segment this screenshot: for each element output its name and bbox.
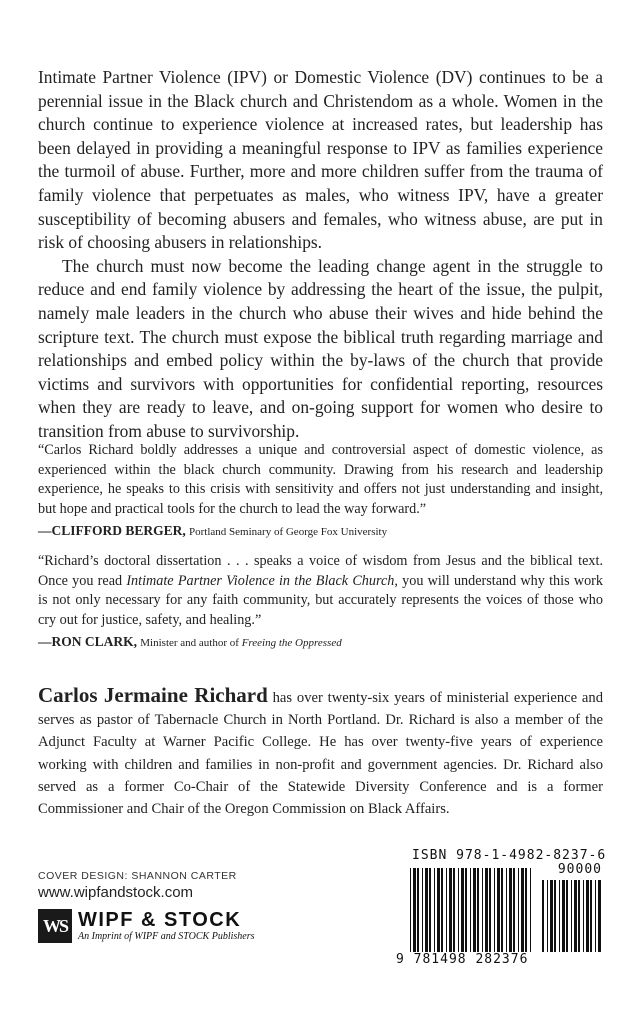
barcode-bar <box>595 880 596 952</box>
endorsement-berger <box>38 441 603 543</box>
barcode-bar <box>513 868 515 952</box>
endorser-name: —CLIFFORD BERGER, <box>38 523 186 538</box>
barcode-bar <box>578 880 580 952</box>
barcode-bar <box>494 868 495 952</box>
barcode-bar <box>461 868 464 952</box>
barcode-bar <box>550 880 553 952</box>
publisher-website: www.wipfandstock.com <box>38 884 194 901</box>
ws-logo-icon: WS <box>38 909 72 943</box>
barcode-bar <box>410 868 411 952</box>
barcode-bar <box>446 868 447 952</box>
barcode-bar <box>482 868 483 952</box>
barcode-bar <box>441 868 443 952</box>
barcode-bar <box>506 868 507 952</box>
endorser-affiliation: Portland Seminary of George Fox University <box>189 526 388 538</box>
barcode-bar <box>542 880 544 952</box>
barcode-bar <box>554 880 556 952</box>
barcode-bar <box>434 868 435 952</box>
barcode-bar <box>413 868 416 952</box>
barcode-bar <box>571 880 572 952</box>
description-paragraph-2: The church must now become the leading change agent in the struggle to reduce and end family violence by addressing the heart of the issue, the pulpit, namely male leaders in the church who abuse their wives and hide behind the scripture text. The church must expose the biblical truth regarding marriage and relationships and embed policy within the by-laws of the church that provide victims and survivors with opportunities for confidential reporting, resources when they are ready to leave, and on-going support for women who desire to transition from abuse to survivorship. <box>38 255 603 441</box>
barcode-bar <box>465 868 467 952</box>
affiliation-text: Minister and author of <box>140 637 242 649</box>
barcode-bar <box>547 880 548 952</box>
endorsement-attribution <box>38 632 603 654</box>
barcode-bar <box>458 868 459 952</box>
endorsement-clark <box>38 552 603 654</box>
barcode-bar <box>485 868 488 952</box>
endorsement-quote <box>38 552 603 630</box>
ean-digits: 9 781498 282376 <box>396 952 529 967</box>
barcode-bar <box>501 868 503 952</box>
barcode-bar <box>425 868 428 952</box>
barcode-bar <box>562 880 565 952</box>
barcode-bar <box>521 868 524 952</box>
description-text <box>38 66 603 444</box>
barcode-bar <box>489 868 491 952</box>
barcode-bar <box>437 868 440 952</box>
barcode-bar <box>422 868 423 952</box>
endorsement-quote: “Carlos Richard boldly addresses a unique and controversial aspect of domestic violence, as experienced within the black church community. Drawing from his research and leadership experience, he speaks to this crisis with sensitivity and offers not just understanding and insight, but hope and practical tools for the church to lead the way forward.” <box>38 442 603 517</box>
endorsement-attribution <box>38 521 603 543</box>
barcode-bar <box>470 868 471 952</box>
barcode-bar <box>473 868 476 952</box>
endorser-affiliation <box>140 637 341 649</box>
barcode-bar <box>429 868 431 952</box>
author-bio <box>38 684 603 820</box>
publisher-brand: WIPF & STOCK <box>78 909 242 931</box>
barcode-bar <box>574 880 577 952</box>
isbn-barcode <box>396 848 606 970</box>
barcode-bar <box>566 880 568 952</box>
barcode-bar <box>453 868 455 952</box>
barcode-bar <box>598 880 601 952</box>
book-title: Intimate Partner Violence in the Black Church <box>126 572 395 589</box>
barcode-bar <box>530 868 531 952</box>
publisher-block <box>38 870 288 943</box>
publisher-logo <box>38 909 288 943</box>
barcode-bar <box>583 880 584 952</box>
cover-credit: COVER DESIGN: SHANNON CARTER <box>38 870 237 882</box>
barcode-bar <box>559 880 560 952</box>
barcode-bar <box>586 880 589 952</box>
barcode-bar <box>518 868 519 952</box>
barcode-bar <box>417 868 419 952</box>
isbn-label: ISBN 978-1-4982-8237-6 <box>412 848 607 863</box>
book-title: Freeing the Oppressed <box>241 637 342 649</box>
author-name: Carlos Jermaine Richard <box>38 683 268 707</box>
quote-text: “Richard’s doctoral dissertation . . . speaks a voice of wisdom from Jesus and the biblical text. Once you read <box>38 553 603 589</box>
barcode-bar <box>477 868 479 952</box>
barcode-bar <box>449 868 452 952</box>
barcode-bar <box>590 880 592 952</box>
endorser-name: —RON CLARK, <box>38 634 138 649</box>
barcode-bar <box>525 868 527 952</box>
author-bio-text: has over twenty-six years of ministerial experience and serves as pastor of Tabernacle Church in North Portland. Dr. Richard is also a member of the Adjunct Faculty at Warner Pacific College. He has over twenty-five years of experience working with children and families in non-profit and government agencies. Dr. Richard also served as a former Co-Chair of the Statewide Diversity Conference and is a former Commissioner and Chair of the Oregon Commission on Black Affairs. <box>38 690 603 818</box>
quote-text: , you will understand why this work is not only necessary for any faith community, but accurately represents the voices of those who cry out for justice, safety, and healing.” <box>38 572 603 628</box>
barcode-bar <box>497 868 500 952</box>
description-paragraph-1: Intimate Partner Violence (IPV) or Domestic Violence (DV) continues to be a perennial issue in the Black church and Christendom as a whole. Women in the church continue to experience violence at increased rates, but leadership has been delayed in providing a meaningful response to IPV as families experience the turmoil of abuse. Further, more and more children suffer from the trauma of family violence that perpetuates as males, who witness IPV, have a greater susceptibility of becoming abusers and females, who witness abuse, are put in risk of choosing abusers in relationships. <box>38 67 603 253</box>
publisher-imprint: An Imprint of WIPF and STOCK Publishers <box>78 931 255 942</box>
barcode-bar <box>509 868 512 952</box>
price-code: 90000 <box>557 862 602 877</box>
